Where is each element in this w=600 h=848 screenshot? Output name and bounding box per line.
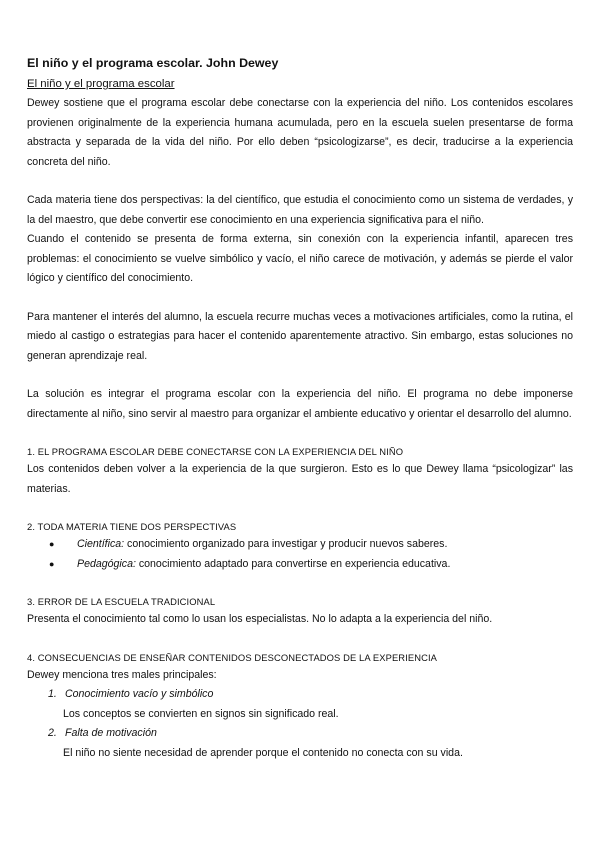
- bullet-term: Pedagógica:: [77, 557, 136, 570]
- spacer: [27, 289, 573, 308]
- document-title: El niño y el programa escolar. John Dewey: [27, 56, 279, 70]
- bullet-icon: ●: [49, 558, 55, 569]
- paragraph-solution: La solución es integrar el programa escolar con la experiencia del niño. El programa no debe imponerse directamente al niño, sino servir al maestro para organizar el ambiente educativo y orientar el desarrollo del alumno.: [27, 388, 573, 420]
- spacer: [27, 424, 573, 443]
- bullet-text: conocimiento organizado para investigar y producir nuevos saberes.: [124, 538, 448, 550]
- item-title: [27, 724, 573, 744]
- item-number: 2.: [48, 727, 57, 739]
- list-item: [49, 535, 573, 555]
- paragraph-problems: Cuando el contenido se presenta de forma externa, sin conexión con la experiencia infantil, aparecen tres problemas: el conocimiento se vuelve simbólico y vacío, el niño carece de motivación, y además se pierde el valor lógico y científico del conocimiento.: [27, 233, 573, 284]
- paragraph-motivation: Para mantener el interés del alumno, la escuela recurre muchas veces a motivaciones artificiales, como la rutina, el miedo al castigo o estrategias para hacer el contenido aparentemente atractivo. Sin embargo, estas soluciones no generan aprendizaje real.: [27, 310, 573, 362]
- bullet-text: conocimiento adaptado para convertirse en experiencia educativa.: [135, 557, 451, 570]
- item-description: Los conceptos se convierten en signos sin significado real.: [63, 707, 339, 720]
- section-heading-3: 3. ERROR DE LA ESCUELA TRADICIONAL: [27, 596, 216, 607]
- item-title: [27, 685, 573, 705]
- spacer: [27, 574, 573, 593]
- section-heading-4: 4. CONSECUENCIAS DE ENSEÑAR CONTENIDOS DESCONECTADOS DE LA EXPERIENCIA: [27, 651, 438, 663]
- paragraph-perspectives: Cada materia tiene dos perspectivas: la del científico, que estudia el conocimiento como un sistema de verdades, y la del maestro, que debe convertir ese conocimiento en una experiencia significativa para el niño.: [27, 194, 573, 226]
- bullet-term: Científica:: [77, 538, 125, 550]
- bullet-icon: ●: [49, 539, 55, 549]
- spacer: [27, 172, 573, 191]
- perspectives-list: [27, 535, 573, 574]
- spacer: [27, 366, 573, 385]
- list-item: [27, 724, 573, 763]
- section-heading-1: 1. EL PROGRAMA ESCOLAR DEBE CONECTARSE CON LA EXPERIENCIA DEL NIÑO: [27, 446, 404, 457]
- section-intro-4: Dewey menciona tres males principales:: [27, 668, 217, 681]
- list-item: [49, 555, 573, 575]
- spacer: [27, 499, 573, 518]
- paragraph-intro: Dewey sostiene que el programa escolar debe conectarse con la experiencia del niño. Los contenidos escolares provienen originalmente de la experiencia humana acumulada, pero en la escuela suelen presentarse de forma abstracta y separada de la vida del niño. Por ello deben “psicologizarse”, es decir, traducirse a la experiencia concreta del niño.: [27, 97, 573, 168]
- section-text-3: Presenta el conocimiento tal como lo usan los especialistas. No lo adapta a la experiencia del niño.: [27, 613, 493, 625]
- consequences-list: [27, 685, 573, 763]
- document-subtitle: El niño y el programa escolar: [27, 78, 175, 90]
- item-title-text: Falta de motivación: [65, 727, 157, 739]
- section-text-1: Los contenidos deben volver a la experiencia de la que surgieron. Esto es lo que Dewey llama “psicologizar” las materias.: [27, 463, 573, 495]
- spacer: [27, 630, 573, 649]
- item-number: 1.: [48, 688, 57, 700]
- item-title-text: Conocimiento vacío y simbólico: [65, 688, 214, 700]
- list-item: [27, 685, 573, 724]
- section-heading-2: 2. TODA MATERIA TIENE DOS PERSPECTIVAS: [27, 521, 237, 532]
- item-description: El niño no siente necesidad de aprender porque el contenido no conecta con su vida.: [63, 746, 463, 759]
